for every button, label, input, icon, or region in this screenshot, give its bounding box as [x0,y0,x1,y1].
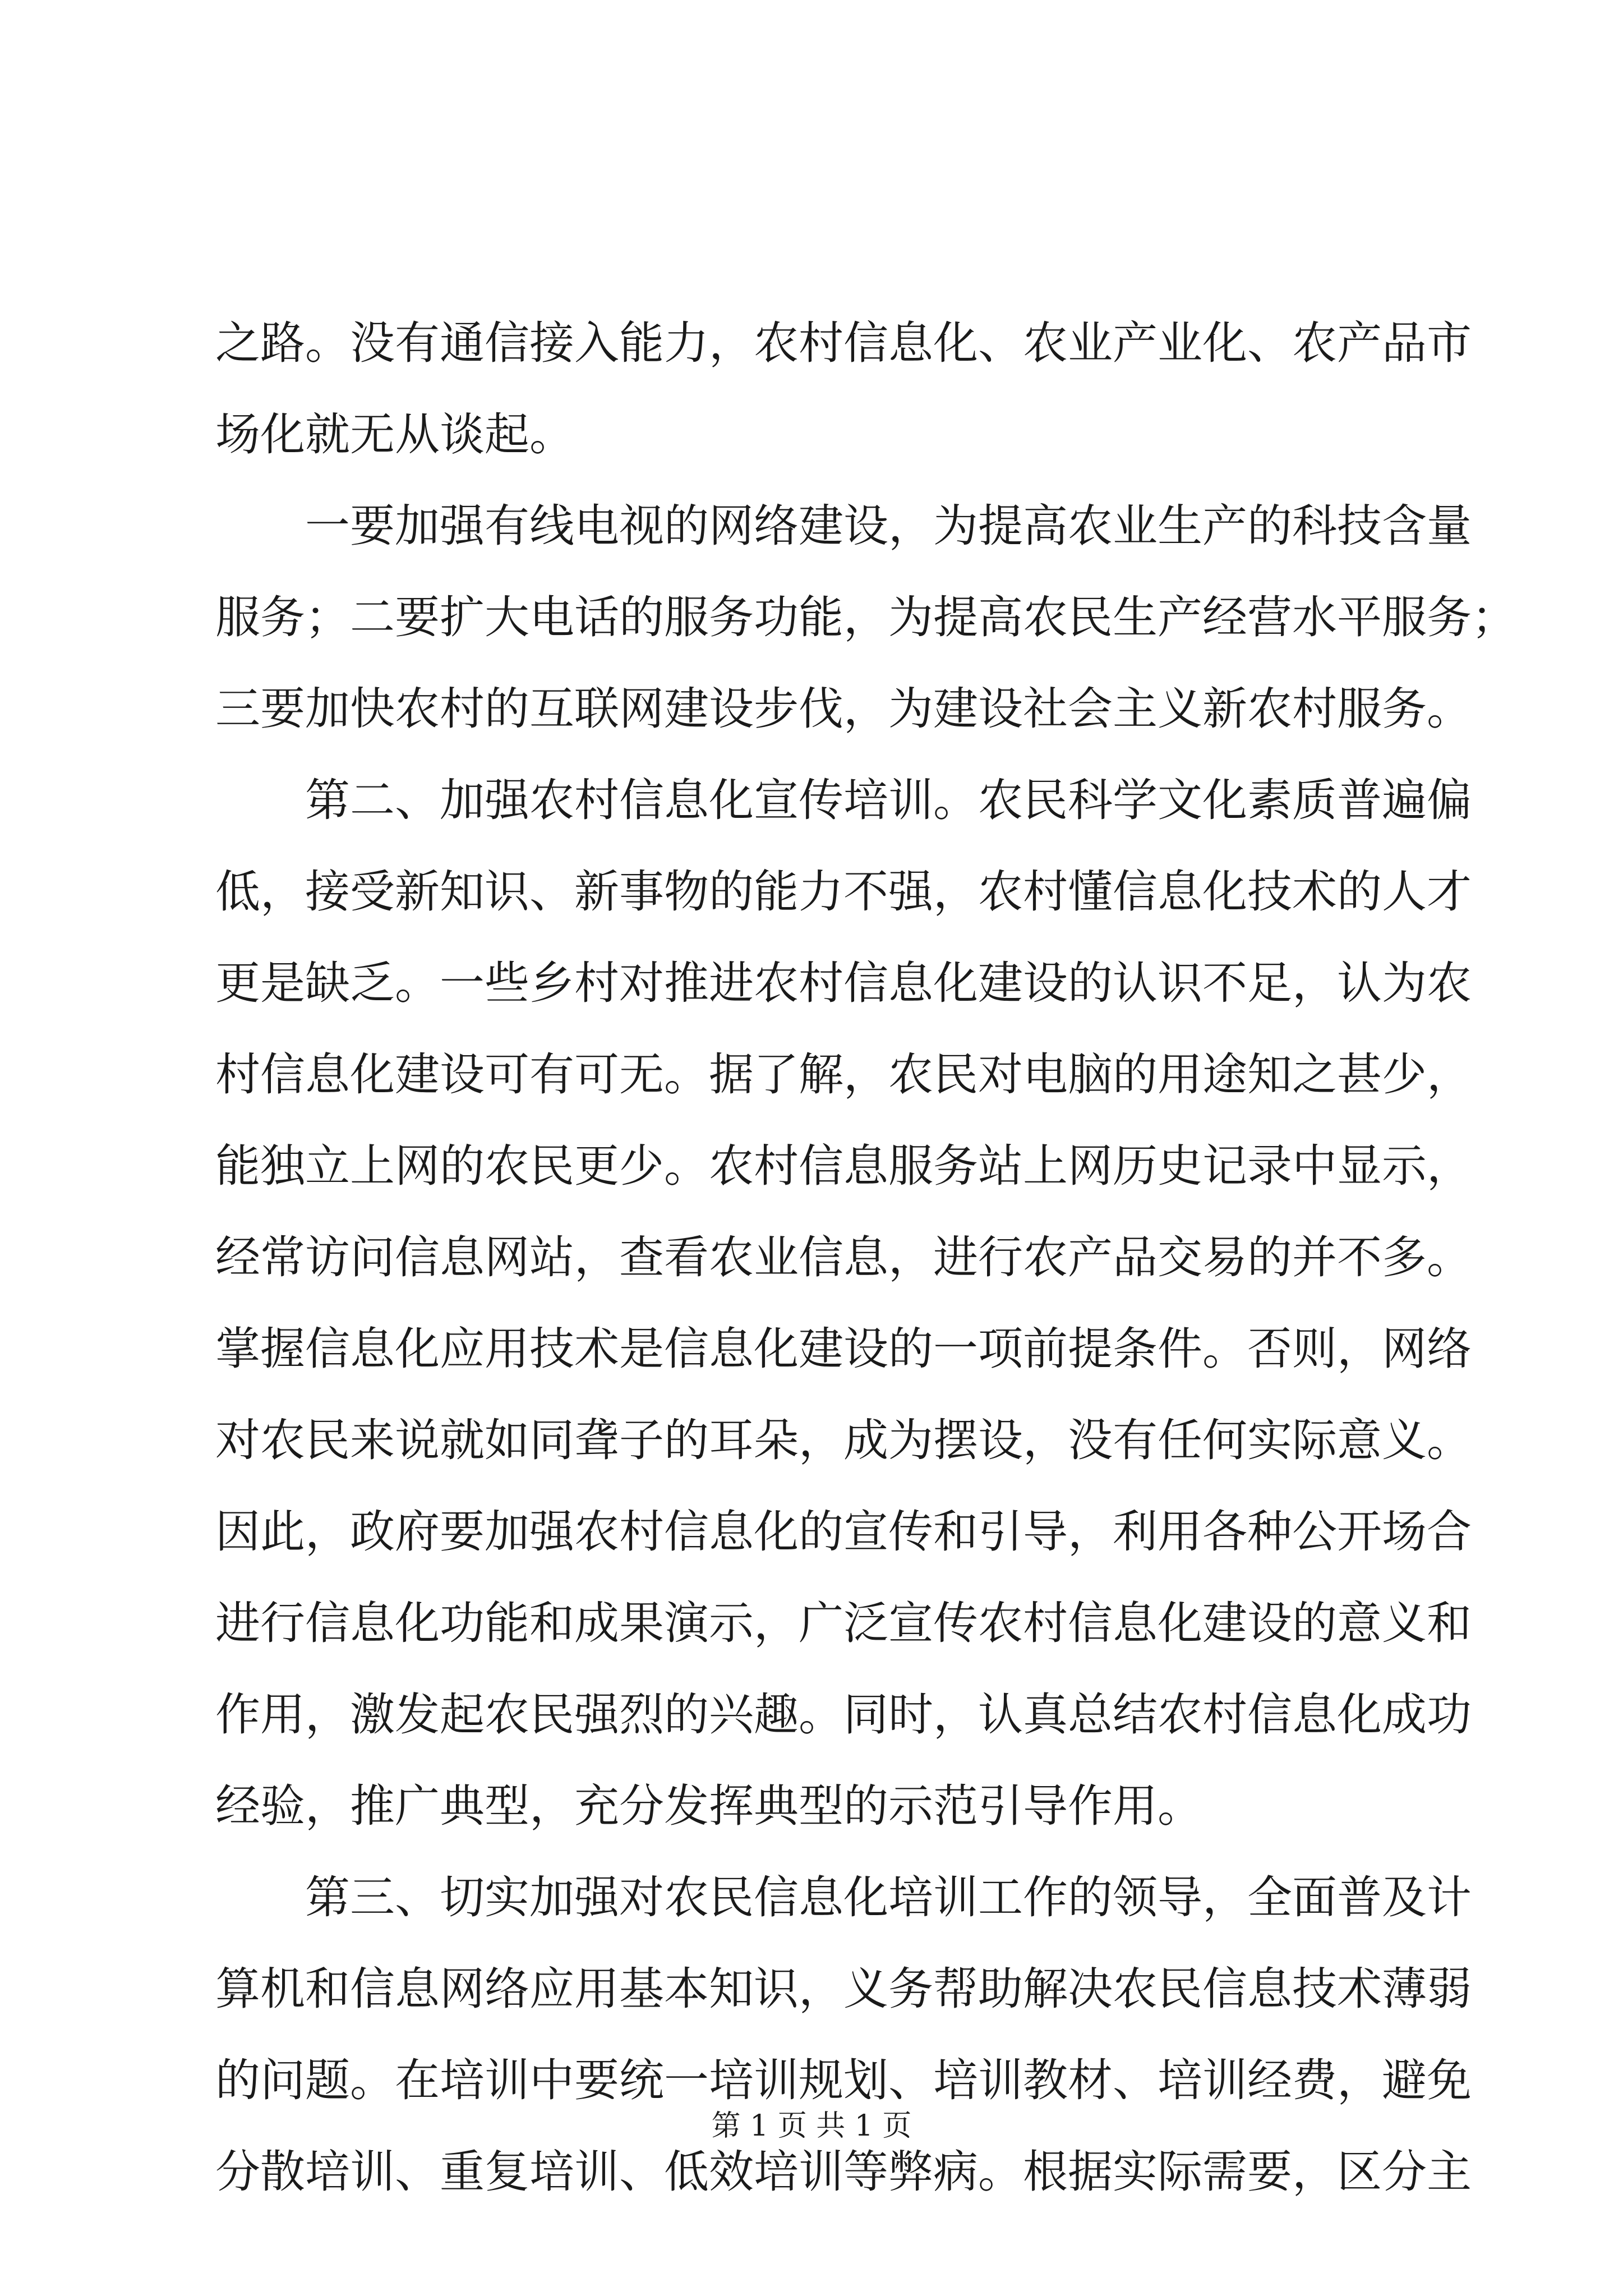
text-line: 三要加快农村的互联网建设步伐，为建设社会主义新农村服务。 [215,683,1472,735]
page-footer [0,2106,1623,2146]
text-line: 经常访问信息网站，查看农业信息，进行农产品交易的并不多。 [215,1231,1472,1283]
text-line: 因此，政府要加强农村信息化的宣传和引导，利用各种公开场合 [215,1506,1472,1558]
text-line: 第三、切实加强对农民信息化培训工作的领导，全面普及计 [305,1871,1472,1924]
text-line: 的问题。在培训中要统一培训规划、培训教材、培训经费，避免 [215,2054,1472,2106]
text-line: 服务；二要扩大电话的服务功能，为提高农民生产经营水平服务； [215,591,1516,643]
text-line: 作用，激发起农民强烈的兴趣。同时，认真总结农村信息化成功 [215,1688,1472,1741]
text-line: 算机和信息网络应用基本知识，义务帮助解决农民信息技术薄弱 [215,1963,1472,2015]
text-line: 村信息化建设可有可无。据了解，农民对电脑的用途知之甚少， [215,1048,1472,1101]
text-line: 对农民来说就如同聋子的耳朵，成为摆设，没有任何实际意义。 [215,1414,1472,1466]
text-line: 之路。没有通信接入能力，农村信息化、农业产业化、农产品市 [215,317,1472,369]
text-line: 低，接受新知识、新事物的能力不强，农村懂信息化技术的人才 [215,866,1472,918]
text-line: 第二、加强农村信息化宣传培训。农民科学文化素质普遍偏 [305,774,1472,826]
text-line: 能独立上网的农民更少。农村信息服务站上网历史记录中显示， [215,1140,1472,1192]
text-line: 一要加强有线电视的网络建设，为提高农业生产的科技含量 [305,500,1472,552]
text-line: 掌握信息化应用技术是信息化建设的一项前提条件。否则，网络 [215,1323,1472,1375]
page-number: 第 1 页 共 1 页 [711,2109,912,2143]
text-line: 更是缺乏。一些乡村对推进农村信息化建设的认识不足，认为农 [215,957,1472,1009]
text-line: 分散培训、重复培训、低效培训等弊病。根据实际需要，区分主 [215,2146,1472,2198]
text-line: 进行信息化功能和成果演示，广泛宣传农村信息化建设的意义和 [215,1597,1472,1649]
body-text [215,297,1516,2217]
text-line: 经验，推广典型，充分发挥典型的示范引导作用。 [215,1780,1202,1832]
text-line: 场化就无从谈起。 [215,408,574,461]
